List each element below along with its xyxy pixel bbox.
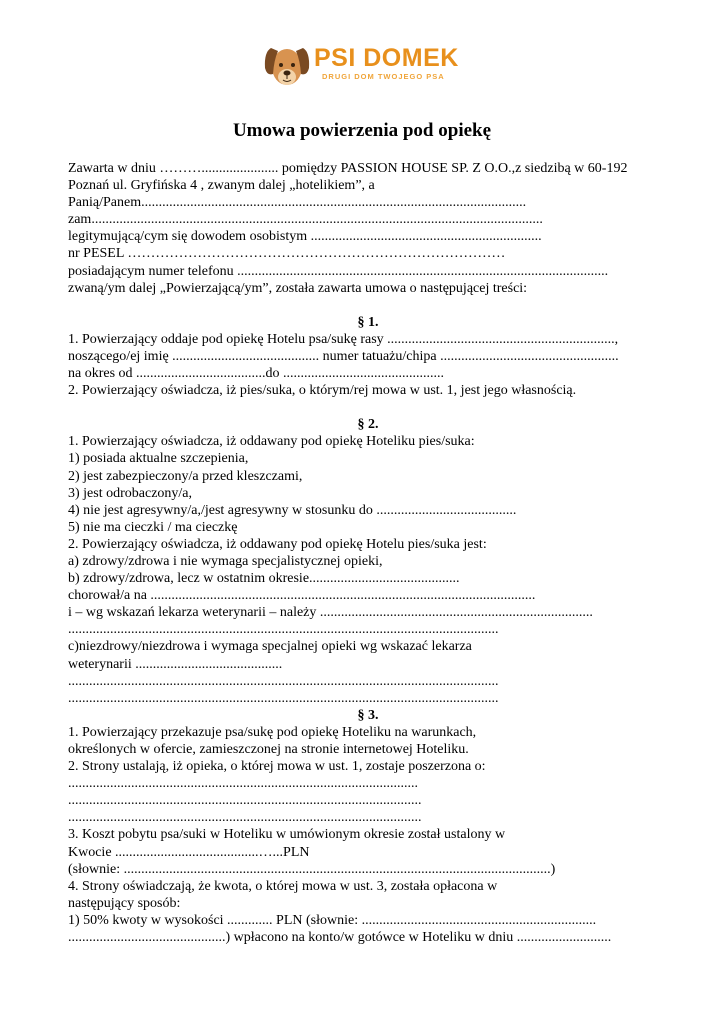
intro-line: posiadającym numer telefonu .......................................................................................................... bbox=[68, 263, 609, 279]
section-line: i – wg wskazań lekarza weterynarii – należy .............................................................................. bbox=[68, 605, 593, 621]
section-line: 2. Strony ustalają, iż opieka, o której mowa w ust. 1, zostaje poszerzona o: bbox=[68, 759, 486, 775]
section-line: określonych w ofercie, zamieszczonej na stronie internetowej Hoteliku. bbox=[68, 742, 469, 757]
document-title: Umowa powierzenia pod opiekę bbox=[232, 120, 492, 141]
section-line: Kwocie .........................................…...PLN bbox=[68, 844, 310, 860]
intro-line: nr PESEL ……………………………………………………………………… bbox=[68, 246, 506, 262]
section-line: 1) 50% kwoty w wysokości ............. PLN (słownie: ................................................................... bbox=[68, 912, 597, 928]
section-line: ..................................................................................................... bbox=[68, 793, 422, 809]
dog-face-icon bbox=[262, 40, 312, 90]
intro-line: zwaną/ym dalej „Powierzającą/ym”, została zawarta umowa o następującej treści: bbox=[68, 280, 528, 296]
section-line: .................................................................................................... bbox=[68, 776, 418, 792]
section-line: a) zdrowy/zdrowa i nie wymaga specjalistycznej opieki, bbox=[68, 553, 383, 569]
intro-line: Panią/Panem.............................................................................................................. bbox=[68, 195, 527, 211]
section-line: 4. Strony oświadczają, że kwota, o której mowa w ust. 3, została opłacona w bbox=[68, 878, 498, 894]
section-line: noszącego/ej imię .......................................... numer tatuażu/chipa ................................................... bbox=[68, 348, 619, 364]
section-line: c)niezdrowy/niezdrowa i wymaga specjalnej opieki wg wskazać lekarza bbox=[68, 639, 472, 655]
section-line: (słownie: ..........................................................................................................................) bbox=[68, 861, 556, 877]
section-line: 2. Powierzający oświadcza, iż pies/suka, o którym/rej mowa w ust. 1, jest jego własnością. bbox=[68, 383, 577, 399]
intro-line: legitymującą/cym się dowodem osobistym .................................................................. bbox=[68, 229, 542, 245]
section-line: b) zdrowy/zdrowa, lecz w ostatnim okresie........................................... bbox=[68, 571, 460, 587]
section-line: 3. Koszt pobytu psa/suki w Hoteliku w umówionym okresie został ustalony w bbox=[68, 827, 506, 843]
section-heading: § 3. bbox=[357, 707, 379, 723]
section-line: 3) jest odrobaczony/a, bbox=[68, 485, 193, 501]
section-line: 5) nie ma cieczki / ma cieczkę bbox=[68, 519, 238, 535]
section-heading: § 1. bbox=[357, 314, 379, 330]
section-line: 4) nie jest agresywny/a,/jest agresywny w stosunku do ........................................ bbox=[68, 502, 517, 518]
section-line: następujący sposób: bbox=[68, 895, 181, 911]
logo-name: PSI DOMEK bbox=[314, 44, 459, 72]
section-line: 1) posiada aktualne szczepienia, bbox=[68, 451, 249, 467]
section-line: .............................................) wpłacono na konto/w gotówce w Hoteliku w dniu ........................... bbox=[68, 930, 612, 946]
section-line: ........................................................................................................................... bbox=[68, 673, 499, 689]
intro-line: Poznań ul. Gryfińska 4 , zwanym dalej „hotelikiem”, a bbox=[68, 178, 375, 194]
section-line: ........................................................................................................................... bbox=[68, 690, 499, 706]
intro-line: Zawarta w dniu ………...................... pomiędzy PASSION HOUSE SP. Z O.O.,z siedzibą w 60-192 bbox=[68, 161, 628, 176]
section-heading: § 2. bbox=[357, 417, 379, 433]
logo-tagline: DRUGI DOM TWOJEGO PSA bbox=[322, 72, 445, 81]
section-line: 2. Powierzający oświadcza, iż oddawany pod opiekę Hotelu pies/suka jest: bbox=[68, 536, 487, 552]
section-line: na okres od .....................................do .............................................. bbox=[68, 366, 445, 382]
section-line: ..................................................................................................... bbox=[68, 810, 422, 826]
contract-body bbox=[68, 160, 668, 946]
section-line: 1. Powierzający oświadcza, iż oddawany pod opiekę Hoteliku pies/suka: bbox=[68, 434, 475, 450]
section-line: 2) jest zabezpieczony/a przed kleszczami, bbox=[68, 468, 303, 484]
intro-line: zam................................................................................................................................. bbox=[68, 212, 543, 228]
company-logo bbox=[262, 40, 472, 92]
section-line: chorował/a na .............................................................................................................. bbox=[68, 588, 536, 604]
section-line: 1. Powierzający przekazuje psa/sukę pod opiekę Hoteliku na warunkach, bbox=[68, 724, 477, 740]
section-line: 1. Powierzający oddaje pod opiekę Hotelu psa/sukę rasy ................................................................., bbox=[68, 331, 619, 347]
section-line: weterynarii .......................................... bbox=[68, 656, 283, 672]
section-line: ........................................................................................................................... bbox=[68, 622, 499, 638]
